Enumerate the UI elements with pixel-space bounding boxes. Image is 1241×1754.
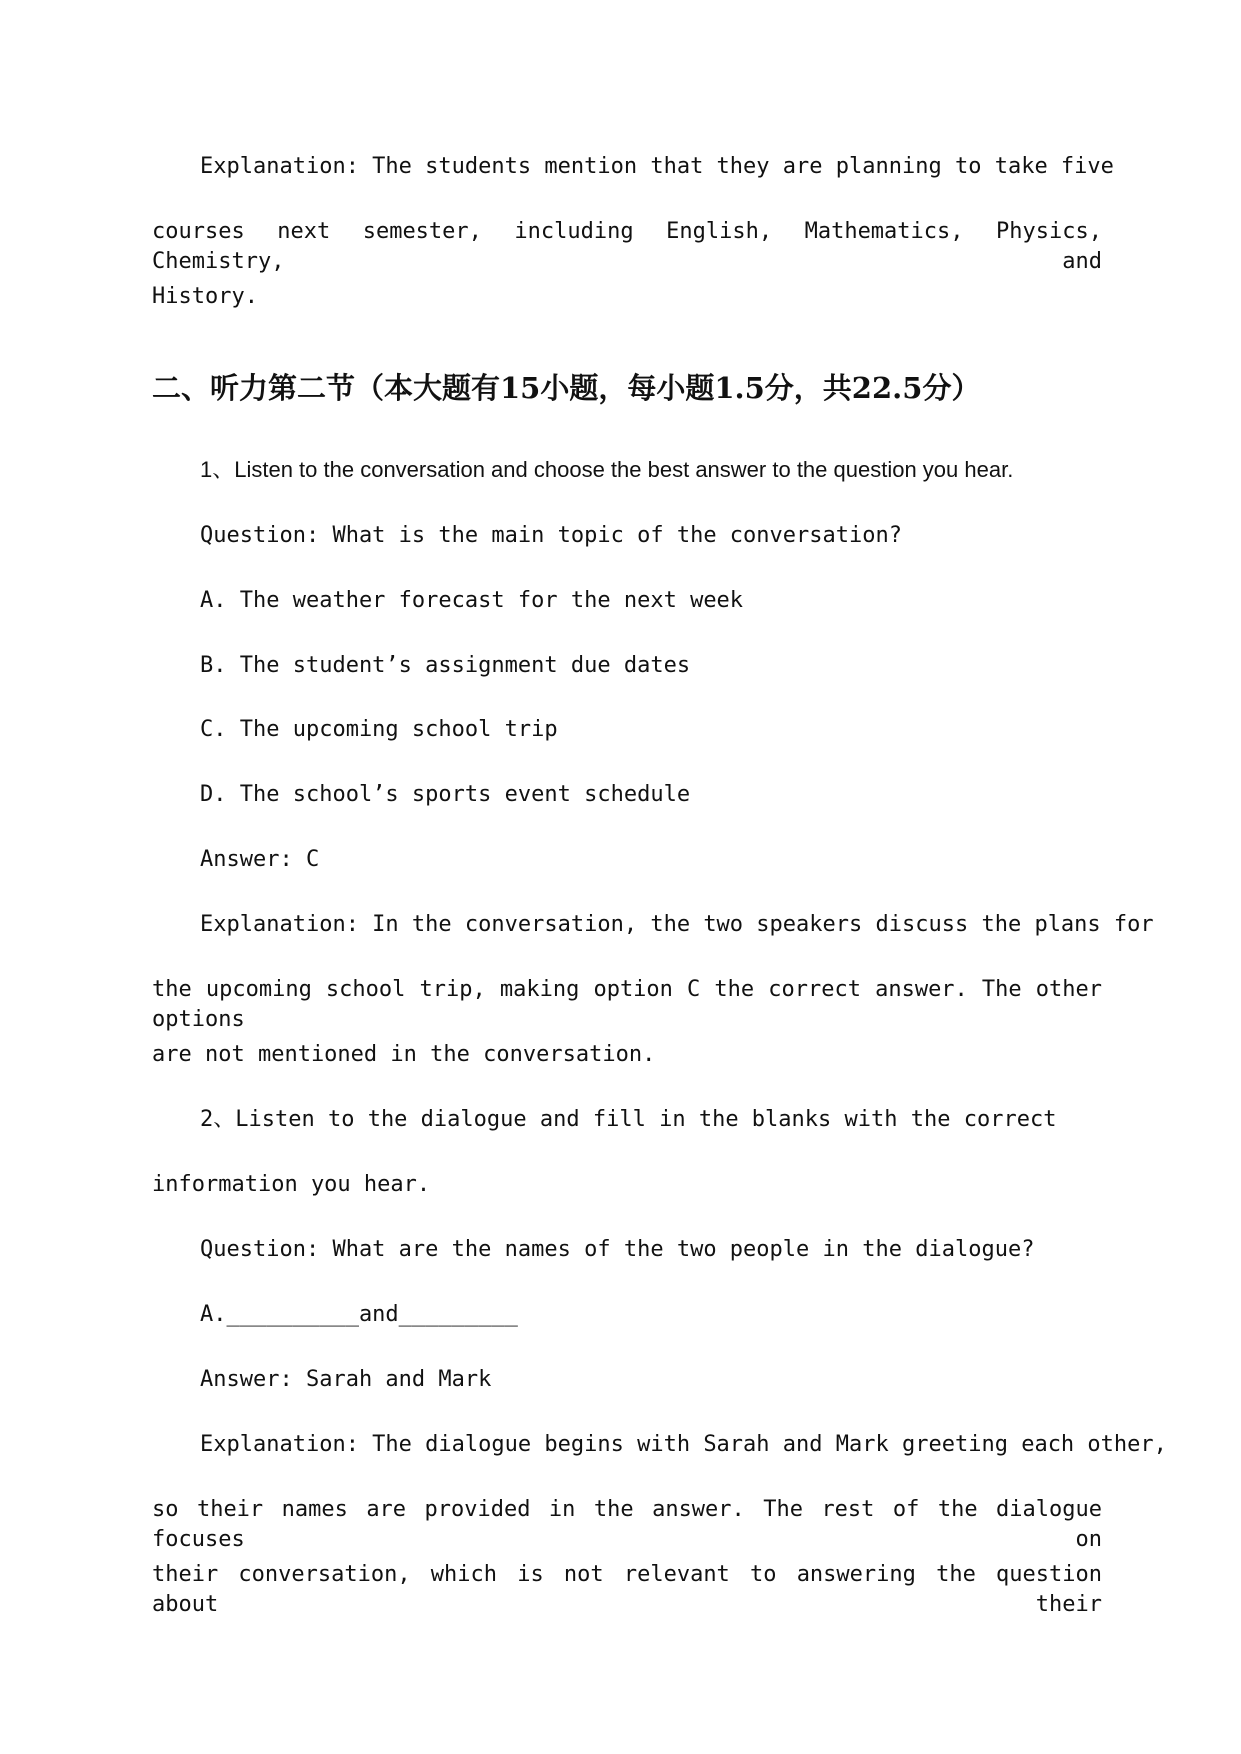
- q1-answer: Answer: C: [200, 847, 320, 872]
- q1-prompt: 1、Listen to the conversation and choose the best answer to the question you hear.: [200, 457, 1014, 482]
- q2-answer: Answer: Sarah and Mark: [200, 1367, 492, 1392]
- prev-explanation-line-1: Explanation: The students mention that they are planning to take five: [200, 154, 1114, 179]
- q1-option-c: C. The upcoming school trip: [200, 717, 558, 742]
- q1-explanation-line-3: are not mentioned in the conversation.: [152, 1042, 656, 1067]
- q2-explanation-line-3: their conversation, which is not relevant to answering the question about their: [152, 1562, 1102, 1617]
- prev-explanation-line-2: courses next semester, including English, Mathematics, Physics, Chemistry, and: [152, 219, 1102, 274]
- q1-explanation-line-1: Explanation: In the conversation, the two speakers discuss the plans for: [200, 912, 1154, 937]
- q2-prompt-line-1: 2、Listen to the dialogue and fill in the blanks with the correct: [200, 1107, 1057, 1132]
- q1-question: Question: What is the main topic of the conversation?: [200, 523, 902, 548]
- q2-explanation-line-1: Explanation: The dialogue begins with Sarah and Mark greeting each other,: [200, 1432, 1167, 1457]
- q2-question: Question: What are the names of the two people in the dialogue?: [200, 1237, 1035, 1262]
- q2-prompt-line-2: information you hear.: [152, 1172, 431, 1197]
- q2-blank-line: A.__________and_________: [200, 1302, 518, 1327]
- q1-option-a: A. The weather forecast for the next week: [200, 588, 744, 613]
- section-heading: 二、听力第二节（本大题有15小题，每小题1.5分，共22.5分）: [152, 371, 981, 405]
- q1-option-b: B. The student’s assignment due dates: [200, 653, 691, 678]
- q1-option-d: D. The school’s sports event schedule: [200, 782, 691, 807]
- q2-explanation-line-2: so their names are provided in the answer. The rest of the dialogue focuses on: [152, 1497, 1102, 1552]
- prev-explanation-line-3: History.: [152, 284, 258, 309]
- q1-explanation-line-2: the upcoming school trip, making option C the correct answer. The other options: [152, 977, 1102, 1032]
